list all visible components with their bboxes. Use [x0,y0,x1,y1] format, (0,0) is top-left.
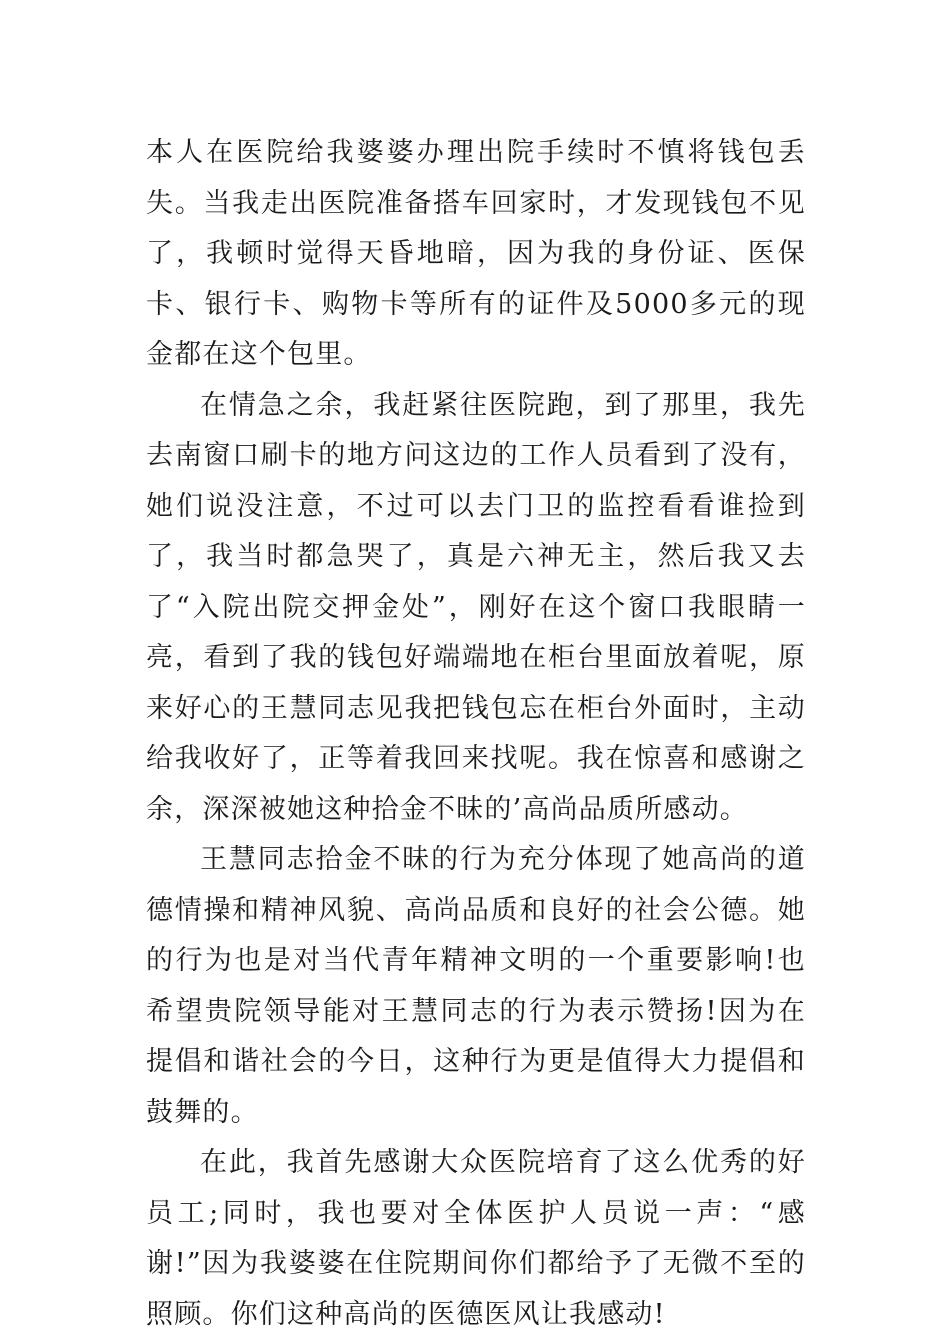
paragraph-3: 王慧同志拾金不昧的行为充分体现了她高尚的道德情操和精神风貌、高尚品质和良好的社会公德。她的行为也是对当代青年精神文明的一个重要影响!也希望贵院领导能对王慧同志的行为表示赞扬!因为在提倡和谐社会的今日，这种行为更是值得大力提倡和鼓舞的。 [146,844,806,1128]
letter-body [146,128,806,1340]
paragraph-2: 在情急之余，我赶紧往医院跑，到了那里，我先去南窗口刷卡的地方问这边的工作人员看到了没有，她们说没注意，不过可以去门卫的监控看看谁捡到了，我当时都急哭了，真是六神无主，然后我又去了“入院出院交押金处”，刚好在这个窗口我眼睛一亮，看到了我的钱包好端端地在柜台里面放着呢，原来好心的王慧同志见我把钱包忘在柜台外面时，主动给我收好了，正等着我回来找呢。我在惊喜和感谢之余，深深被她这种拾金不昧的’高尚品质所感动。 [146,389,806,825]
paragraph-1: 本人在医院给我婆婆办理出院手续时不慎将钱包丢失。当我走出医院准备搭车回家时，才发现钱包不见了，我顿时觉得天昏地暗，因为我的身份证、医保卡、银行卡、购物卡等所有的证件及5000多元的现金都在这个包里。 [146,137,806,370]
paragraph-4: 在此，我首先感谢大众医院培育了这么优秀的好员工;同时，我也要对全体医护人员说一声：“感谢!”因为我婆婆在住院期间你们都给予了无微不至的照顾。你们这种高尚的医德医风让我感动! [146,1147,806,1330]
